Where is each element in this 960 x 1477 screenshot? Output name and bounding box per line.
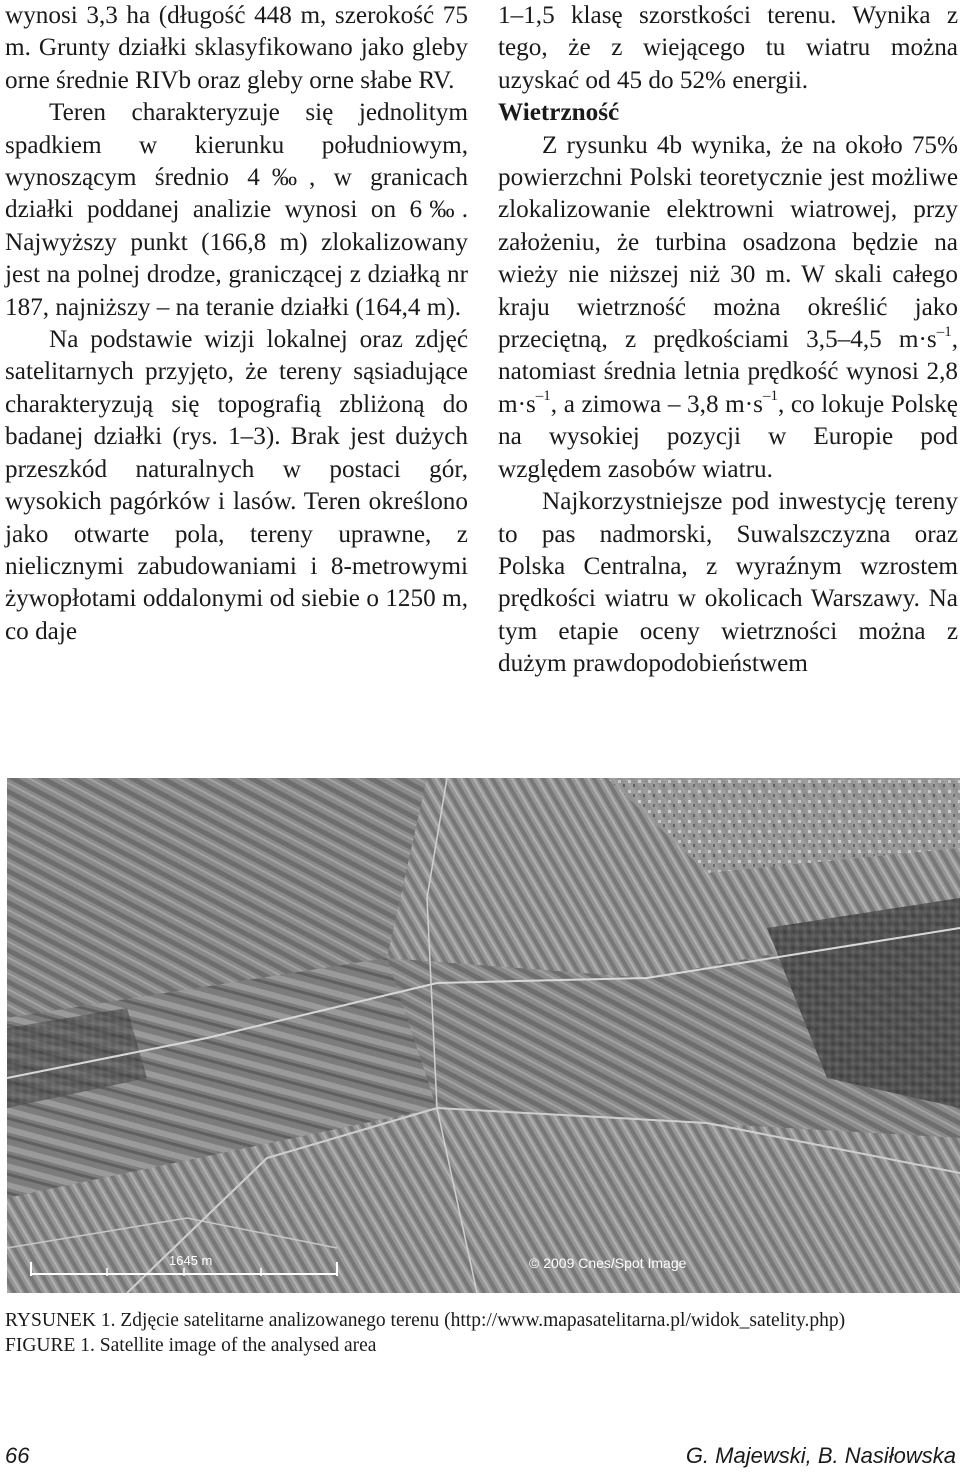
body-paragraph: Najkorzystniejsze pod inwestycję tereny to pas nadmorski, Suwalszczyzna oraz Polska Centralna, z wyraźnym wzrostem prędkości wiatru w okolicach Warszawy. Na tym etapie oceny wietrzności można z dużym prawdopodobieństwem (498, 488, 958, 678)
running-authors: G. Majewski, B. Nasiłowska (685, 1443, 956, 1468)
copyright-text: © 2009 Cnes/Spot Image (529, 1255, 687, 1271)
satellite-image (7, 778, 960, 1293)
caption-pl: RYSUNEK 1. Zdjęcie satelitarne analizowanego terenu (http://www.mapasatelitarna.pl/widok_satelity.php) (5, 1310, 846, 1331)
body-paragraph: wynosi 3,3 ha (długość 448 m, szerokość 75 m. Grunty działki sklasyfikowano jako gleby orne średnie RIVb oraz gleby orne słabe RV. (5, 2, 468, 94)
page-number: 66 (5, 1443, 30, 1468)
body-paragraph: Z rysunku 4b wynika, że na około 75% powierzchni Polski teoretycznie jest możliwe zlokalizowanie elektrowni wiatrowej, przy założeniu, że turbina osadzona będzie na wieży nie niższej niż 30 m. W skali całego kraju wietrzność można określić jako przeciętną, z prędkościami 3,5–4,5 $m\cdot s^{-1}$, natomiast średnia letnia prędkość wynosi 2,8 $m\cdot s^{-1}$, a zimowa – 3,8 $m\cdot s^{-1}$, co lokuje Polskę na wysokiej pozycji w Europie pod względem zasobów wiatru. (498, 131, 958, 483)
body-paragraph: Na podstawie wizji lokalnej oraz zdjęć satelitarnych przyjęto, że tereny sąsiadujące charakteryzują się topografią zbliżoną do badanej działki (rys. 1–3). Brak jest dużych przeszkód naturalnych w postaci gór, wysokich pagórków i lasów. Teren określono jako otwarte pola, tereny uprawne, z nielicznymi zabudowaniami i 8-metrowymi żywopłotami oddalonymi od siebie o 1250 m, co daje (5, 326, 468, 645)
scale-label: 1645 m (169, 1253, 213, 1268)
left-column (5, 0, 468, 648)
body-paragraph: Teren charakteryzuje się jednolitym spadkiem w kierunku południowym, wynoszącym średnio 4‰, w granicach działki poddanej analizie wynosi on 6‰. Najwyższy punkt (166,8 m) zlokalizowany jest na polnej drodze, graniczącej z działką nr 187, najniższy – na teranie działki (164,4 m). (5, 99, 468, 321)
body-paragraph: 1–1,5 klasę szorstkości terenu. Wynika z tego, że z wiejącego tu wiatru można uzyskać od 45 do 52% energii. (498, 2, 958, 94)
section-heading: Wietrzność (498, 99, 620, 127)
right-column (498, 0, 958, 681)
caption-en: FIGURE 1. Satellite image of the analysed area (5, 1334, 377, 1356)
figure-caption (5, 1309, 958, 1358)
